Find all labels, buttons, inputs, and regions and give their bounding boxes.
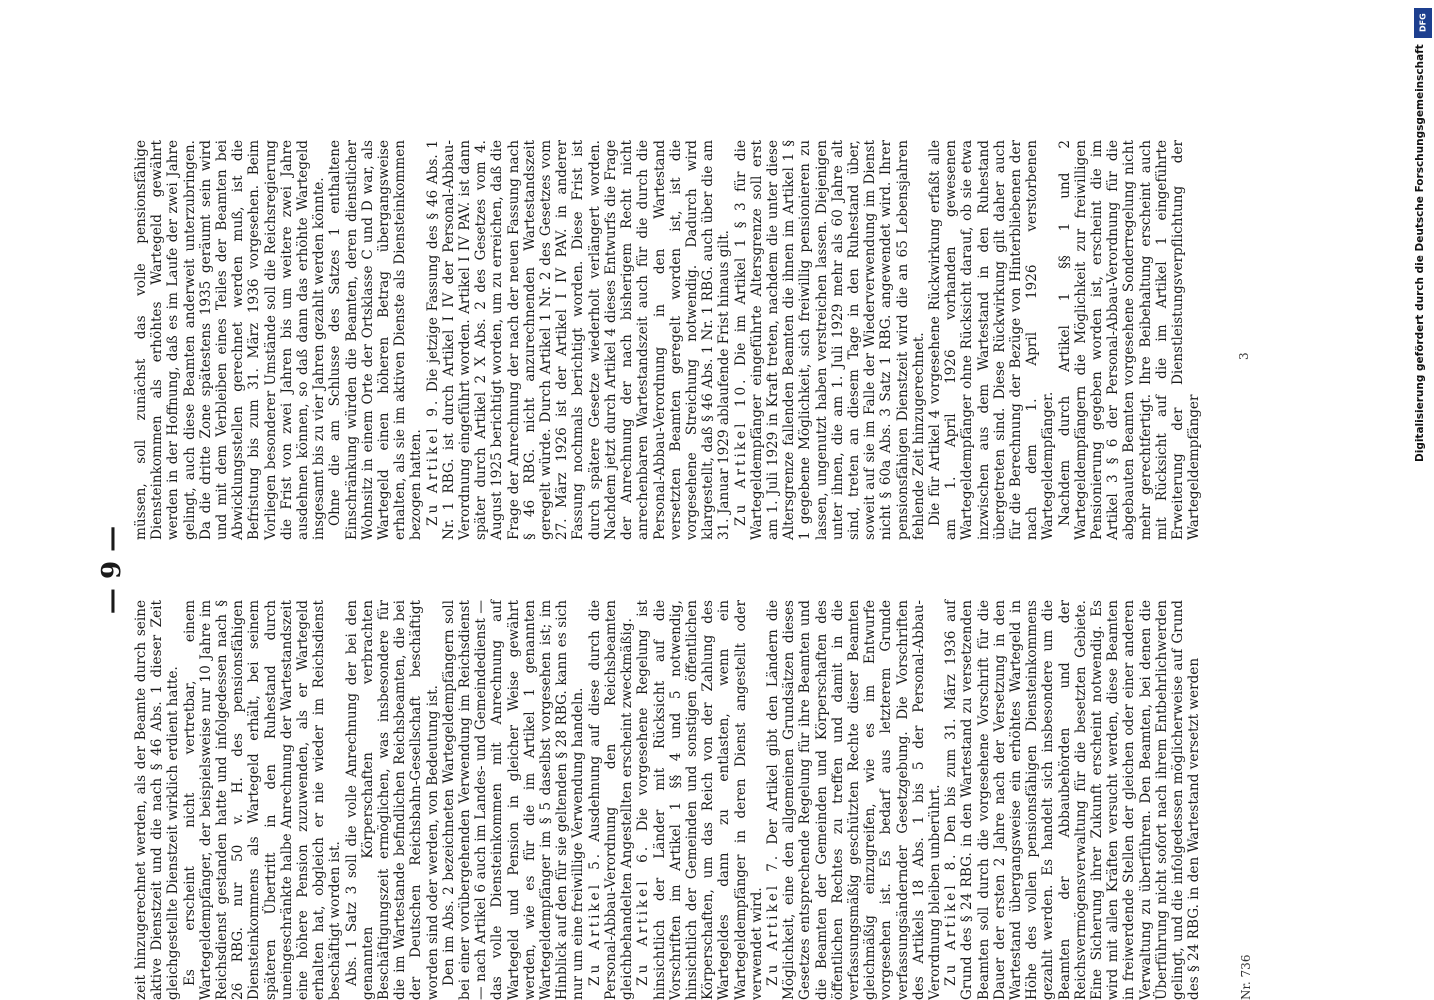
paragraph <box>133 140 327 540</box>
paragraph <box>133 600 182 1000</box>
paragraph <box>765 600 943 1000</box>
paragraph <box>943 600 1202 1000</box>
section-lead: Zu Artikel 10. <box>732 376 749 526</box>
section-lead: Zu Artikel 8. <box>943 851 960 986</box>
paragraph <box>635 600 765 1000</box>
paragraph-text: Nachdem durch Artikel 1 §§ 1 und 2 Wartegeldempfängern die Möglichkeit zur freiwilligen Pensionierung gegeben worden ist, erscheint die im Artikel 3 § 6 der Personal-Abbau-Verordnung für die abgebauten Beamten vorgesehene Sonderregelung nicht mehr gerechtfertigt. Ihre Beibehaltung erscheint auch mit Rücksicht auf die im Artikel 1 eingeführte Erweiterung der Dienstleistungsverpflichtung der Wartegeldempfänger <box>1056 140 1203 540</box>
paragraph <box>182 600 344 1000</box>
paragraph <box>587 600 636 1000</box>
paragraph-text: Die für Artikel 4 vorgesehene Rückwirkung erfaßt alle am 1. April 1926 vorhanden gewesenen Wartegeldempfänger ohne Rücksicht darauf, ob sie etwa inzwischen aus dem Wartestand in den Ruhestand übergetreten sind. Diese Rückwirkung gilt daher auch für die Berechnung der Bezüge von Hinterbliebenen der nach dem 1. April 1926 verstorbenen Wartegeldempfänger. <box>926 140 1057 540</box>
section-lead: Zu Artikel 5. <box>586 850 603 986</box>
paragraph-text: Den bis zum 31. März 1936 auf Grund des § 24 RBG. in den Wartestand zu versetzenden Beamten soll durch die vorgesehene Vorschrift für die Dauer der ersten 2 Jahre nach der Versetzung in den Wartestand übergangsweise ein erhöhtes Wartegeld in Höhe des vollen pensionsfähigen Diensteinkommens gezahlt werden. Es handelt sich insbesondere um die Beamten der Abbaubehörden und der Reichsvermögensverwaltung für die besetzten Gebiete. Eine Sicherung ihrer Zukunft erscheint notwendig. Es wird mit allen Kräften versucht werden, diese Beamten in freiwerdende Stellen der gleichen oder einer anderen Verwaltung zu überführen. Den Beamten, bei denen die Überführung nicht sofort nach ihrem Entbehrlichwerden gelingt, und die infolgedessen möglicherweise auf Grund des § 24 RBG. in den Wartestand versetzt werden <box>943 600 1203 1000</box>
paragraph-text: Es erscheint nicht vertretbar, einem Wartegeldempfänger, der beispielsweise nur 10 Jahre im Reichsdienst gestanden hatte und infolgedessen nach § 26 RBG. nur 50 v. H. des pensionsfähigen Diensteinkommens als Wartegeld erhält, bei seinem späteren Übertritt in den Ruhestand durch uneingeschränkte halbe Anrechnung der Wartestandszeit eine höhere Pension zuzuwenden, als er Wartegeld erhalten hat, obgleich er nie wieder im Reichsdienst beschäftigt worden ist. <box>181 600 344 1000</box>
section-lead: Zu Artikel 7. <box>764 852 781 986</box>
section-lead: Zu Artikel 6. <box>635 843 652 986</box>
paragraph-text: Die jetzige Fassung des § 46 Abs. 1 Nr. 1 RBG. ist durch Artikel I IV der Personal-Abbau-Verordnung eingeführt worden. Artikel I IV PAV. ist dann später durch Artikel 2 X Abs. 2 des Gesetzes vom 4. August 1925 berichtigt worden, um zu erreichen, daß die Frage der Anrechnung der nach der neuen Fassung nach § 46 RBG. nicht anzurechnenden Wartestandszeit geregelt würde. Durch Artikel 1 Nr. 2 des Gesetzes vom 27. März 1926 ist der Artikel I IV PAV. in anderer Fassung nochmals berichtigt worden. Diese Frist ist durch spätere Gesetze wiederholt verlängert worden. Nachdem jetzt durch Artikel 4 dieses Entwurfs die Frage der Anrechnung der nach bisherigem Recht nicht anrechenbaren Wartestandszeit auch für die durch die Personal-Abbau-Verordnung in den Wartestand versetzten Beamten geregelt worden ist, ist die vorgesehene Streichung notwendig. Dadurch wird klargestellt, daß § 46 Abs. 1 Nr. 1 RBG. auch über die am 31. Januar 1929 ablaufende Frist hinaus gilt. <box>424 140 733 540</box>
paragraph-text: Abs. 1 Satz 3 soll die volle Anrechnung der bei den genannten Körperschaften verbrachten Beschäftigungszeit ermöglichen, was insbesondere für die im Wartestande befindlichen Reichsbeamten, die bei der Deutschen Reichsbahn-Gesellschaft beschäftigt worden sind oder werden, von Bedeutung ist. <box>343 600 441 1000</box>
dfg-logo: DFG <box>1414 8 1432 38</box>
paragraph-text: zeit hinzugerechnet werden, als der Beamte durch seine aktive Dienstzeit und die nach § 46 Abs. 1 dieser Zeit gleichgestellte Dienstzeit wirklich erdient hatte. <box>133 600 182 1000</box>
page-number-header: — 9 — <box>97 525 127 615</box>
right-text-column <box>133 140 1202 540</box>
paragraph-text: Die vorgesehene Regelung ist hinsichtlich der Länder mit Rücksicht auf die Vorschriften im Artikel 1 §§ 4 und 5 notwendig, hinsichtlich der Gemeinden und sonstigen öffentlichen Körperschaften, um das Reich von der Zahlung des Wartegeldes dann zu entlasten, wenn ein Wartegeldempfänger in deren Dienst angestellt oder verwendet wird. <box>635 600 765 1000</box>
funding-credit: Digitalisierung gefördert durch die Deutsche Forschungsgemeinschaft <box>1414 44 1426 462</box>
paragraph <box>344 600 441 1000</box>
sheet-number: 3 <box>1237 352 1251 360</box>
paragraph-text: Der Artikel gibt den Ländern die Möglichkeit, eine den allgemeinen Grundsätzen dieses Gesetzes entsprechende Regelung für ihre Beamten und die Beamten der Gemeinden und Körperschaften des öffentlichen Rechtes zu treffen und damit in die verfassungsmäßig geschützten Rechte dieser Beamten gleichmäßig einzugreifen, wie es im Entwurfe vorgesehen ist. Es bedarf aus letzterem Grunde verfassungsändernder Gesetzgebung. Die Vorschriften des Artikels 18 Abs. 1 bis 5 der Personal-Abbau-Verordnung bleiben unberührt. <box>764 600 943 1000</box>
paragraph-text: Ohne die am Schlusse des Satzes 1 enthaltene Einschränkung würden die Beamten, deren dienstlicher Wohnsitz in einem Orte der Ortsklasse C und D war, als Wartegeld einen höheren Betrag übergangsweise erhalten, als sie im aktiven Dienste als Diensteinkommen bezogen hatten. <box>327 140 425 540</box>
paragraph-text: müssen, soll zunächst das volle pensionsfähige Diensteinkommen als erhöhtes Wartegeld gewährt werden in der Hoffnung, daß es im Laufe der zwei Jahre gelingt, auch diese Beamten anderweit unterzubringen. Da die dritte Zone spätestens 1935 geräumt sein wird und mit dem Verbleiben eines Teiles der Beamten bei Abwicklungsstellen gerechnet werden muß, ist die Befristung bis zum 31. März 1936 vorgesehen. Beim Vorliegen besonderer Umstände soll die Reichsregierung die Frist von zwei Jahren bis um weitere zwei Jahre ausdehnen können, so daß dann das erhöhte Wartegeld insgesamt bis zu vier Jahren gezahlt werden könnte. <box>133 140 328 540</box>
section-lead: Zu Artikel 9. <box>424 397 441 526</box>
paragraph <box>327 140 424 540</box>
digitization-credit-bar <box>1412 0 1434 1000</box>
paragraph <box>1057 140 1203 540</box>
document-number: Nr. 736 <box>1239 954 1253 1000</box>
left-text-column <box>133 600 1202 1000</box>
scanned-page <box>97 140 1267 1000</box>
paragraph-text: Die im Artikel 1 § 3 für die Wartegeldempfänger eingeführte Altersgrenze soll erst am 1. Juli 1929 in Kraft treten, nachdem die unter diese Altersgrenze fallenden Beamten die ihnen im Artikel 1 § 1 gegebene Möglichkeit, sich freiwillig pensionieren zu lassen, ungenutzt haben verstreichen lassen. Diejenigen unter ihnen, die am 1. Juli 1929 mehr als 60 Jahre alt sind, treten an diesem Tage in den Ruhestand über, soweit auf sie im Falle der Wiederverwendung im Dienst nicht § 60a Abs. 3 Satz 1 RBG. angewendet wird. Ihrer pensionsfähigen Dienstzeit wird die an 65 Lebensjahren fehlende Zeit hinzugerechnet. <box>732 139 927 540</box>
paragraph-text: Ausdehnung auf diese durch die Personal-Abbau-Verordnung den Reichsbeamten gleichbehandelten Angestellten erscheint zweckmäßig. <box>586 600 636 1000</box>
paragraph <box>441 600 587 1000</box>
paragraph-text: Den im Abs. 2 bezeichneten Wartegeldempfängern soll bei einer vorübergehenden Verwendung im Reichsdienst — nach Artikel 6 auch im Landes- und Gemeindedienst — das volle Diensteinkommen mit Anrechnung auf Wartegeld und Pension in gleicher Weise gewährt werden, wie es für die im Artikel 1 genannten Wartegeldempfänger im § 5 daselbst vorgesehen ist; im Hinblick auf den für sie geltenden § 28 RBG. kann es sich nur um eine freiwillige Verwendung handeln. <box>440 600 587 1000</box>
paragraph <box>425 140 733 540</box>
paragraph <box>733 140 927 540</box>
paragraph <box>927 140 1057 540</box>
